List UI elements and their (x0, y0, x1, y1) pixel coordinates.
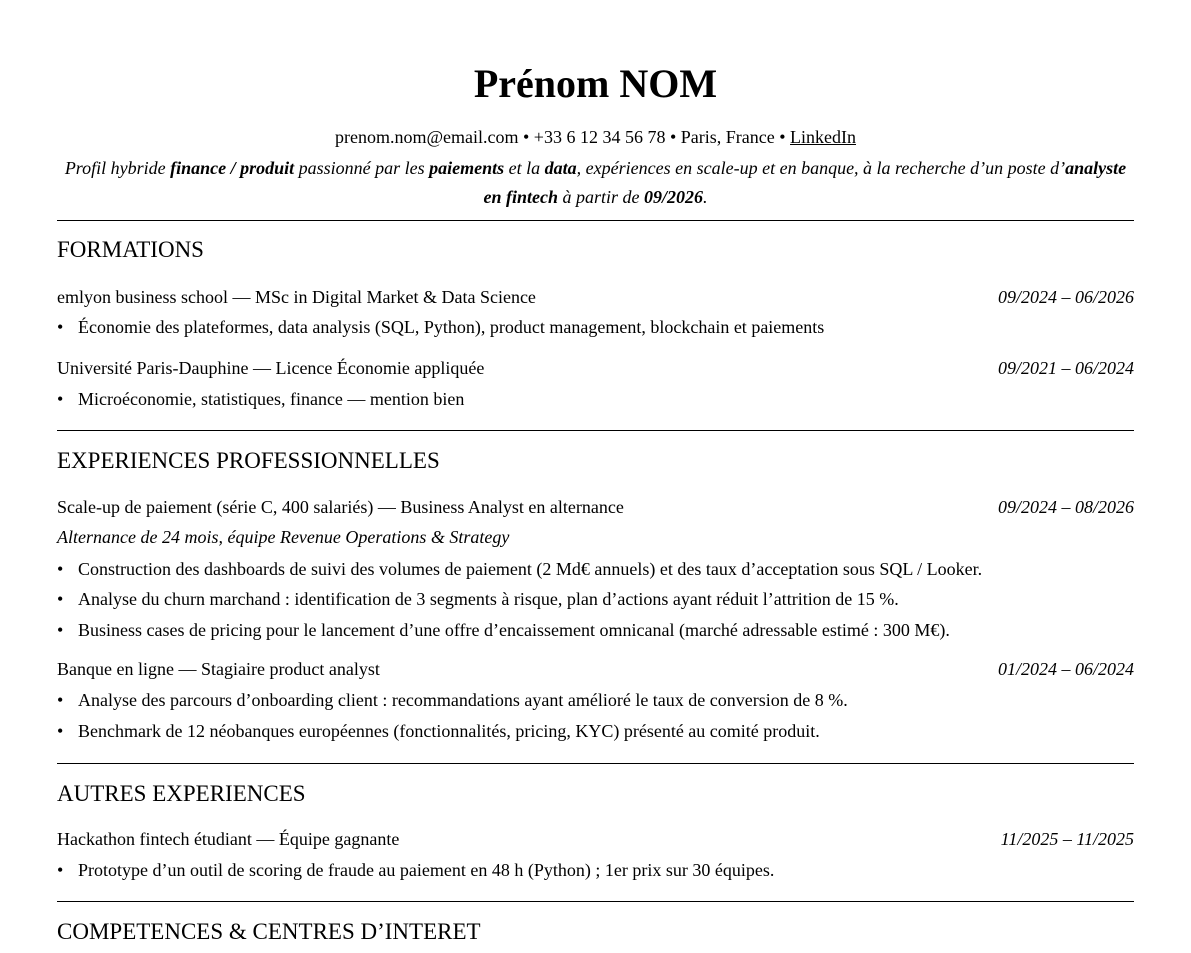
entry-dates: 01/2024 – 06/2024 (997, 659, 1134, 679)
entry-dates: 09/2024 – 06/2026 (997, 287, 1134, 307)
bullet-marker: • (57, 589, 64, 609)
bullet-marker: • (57, 620, 64, 640)
bullet-item: • Construction des dashboards de suivi des volumes de paiement (2 Md€ annuels) et des taux d’acceptation sous SQL / Looker. (57, 559, 983, 579)
section-title-experiences: EXPERIENCES PROFESSIONNELLES (57, 448, 440, 473)
entry-dates: 09/2024 – 08/2026 (997, 497, 1134, 517)
entry-title: Université Paris-Dauphine — Licence Économie appliquée (57, 358, 485, 378)
section-divider (57, 763, 1134, 764)
entry-title: Scale-up de paiement (série C, 400 salariés) — Business Analyst en alternance (57, 497, 624, 517)
bullet-marker: • (57, 389, 64, 409)
bullet-item: • Prototype d’un outil de scoring de fraude au paiement en 48 h (Python) ; 1er prix sur 30 équipes. (57, 860, 775, 880)
section-title-competences: COMPETENCES & CENTRES D’INTERET (57, 919, 481, 944)
candidate-name: Prénom NOM (473, 61, 718, 106)
bullet-marker: • (57, 317, 64, 337)
bullet-item: • Business cases de pricing pour le lancement d’une offre d’encaissement omnicanal (marché adressable estimé : 300 M€). (57, 620, 950, 640)
entry-title: emlyon business school — MSc in Digital Market & Data Science (57, 287, 536, 307)
bullet-marker: • (57, 860, 64, 880)
bullet-item: • Analyse du churn marchand : identification de 3 segments à risque, plan d’actions ayant réduit l’attrition de 15 %. (57, 589, 899, 609)
profile-summary: Profil hybride finance / produit passionné par les paiements et la data, expériences en scale-up et en banque, à la recherche d’un poste d’analyste en fintech à partir de 09/2026. (64, 158, 1127, 207)
section-divider (57, 901, 1134, 902)
bullet-marker: • (57, 690, 64, 710)
section-divider (57, 220, 1134, 221)
section-title-formations: FORMATIONS (57, 237, 204, 262)
section-title-autres: AUTRES EXPERIENCES (57, 781, 306, 806)
linkedin-link[interactable]: LinkedIn (790, 127, 857, 147)
entry-dates: 09/2021 – 06/2024 (997, 358, 1134, 378)
entry-title: Banque en ligne — Stagiaire product analyst (57, 659, 380, 679)
entry-subtitle: Alternance de 24 mois, équipe Revenue Operations & Strategy (57, 527, 510, 547)
bullet-item: • Économie des plateformes, data analysis (SQL, Python), product management, blockchain et paiements (57, 317, 825, 337)
bullet-marker: • (57, 721, 64, 741)
bullet-item: • Microéconomie, statistiques, finance — mention bien (57, 389, 465, 409)
contact-line (0, 126, 1191, 148)
entry-title: Hackathon fintech étudiant — Équipe gagnante (57, 829, 400, 849)
bullet-item: • Analyse des parcours d’onboarding client : recommandations ayant amélioré le taux de conversion de 8 %. (57, 690, 848, 710)
bullet-item: • Benchmark de 12 néobanques européennes (fonctionnalités, pricing, KYC) présenté au comité produit. (57, 721, 820, 741)
entry-dates: 11/2025 – 11/2025 (1000, 829, 1134, 849)
bullet-marker: • (57, 559, 64, 579)
section-divider (57, 430, 1134, 431)
contact-details: prenom.nom@email.com • +33 6 12 34 56 78 • Paris, France • (334, 127, 786, 147)
